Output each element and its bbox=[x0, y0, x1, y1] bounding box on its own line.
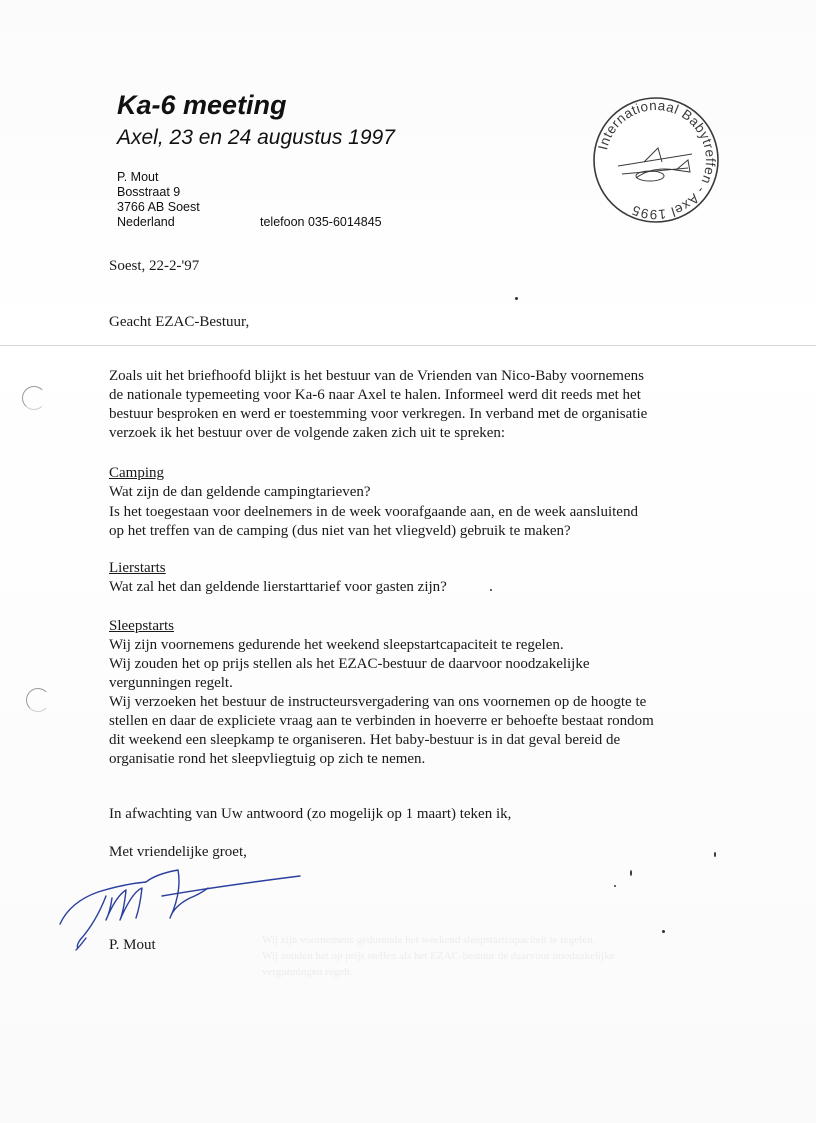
sleepstarts-heading: Sleepstarts bbox=[109, 618, 174, 634]
paper-fold-line bbox=[0, 345, 816, 346]
lierstarts-heading: Lierstarts bbox=[109, 560, 166, 576]
intro-line: bestuur besproken en werd er toestemming voor verkregen. In verband met de organisatie bbox=[109, 406, 648, 422]
scan-speck bbox=[630, 870, 632, 876]
camping-line: Is het toegestaan voor deelnemers in de week voorafgaande aan, en de week aansluitend bbox=[109, 504, 638, 520]
scan-speck bbox=[515, 297, 518, 300]
camping-line: op het treffen van de camping (dus niet van het vliegveld) gebruik te maken? bbox=[109, 523, 571, 539]
lierstarts-line: Wat zal het dan geldende lierstarttarief voor gasten zijn? bbox=[109, 579, 447, 595]
sender-country: Nederland bbox=[117, 215, 175, 229]
sleepstarts-line: stellen en daar de expliciete vraag aan te verbinden in hoeverre er behoefte bestaat rondom bbox=[109, 713, 654, 729]
sleepstarts-line: organisatie rond het sleepvliegtuig op zich te nemen. bbox=[109, 751, 426, 767]
bleed-through-text: vergunningen regelt. bbox=[262, 966, 353, 978]
sender-name: P. Mout bbox=[117, 170, 159, 184]
stamp-ring-text: Internationaal Babytreffen - Axel 1995 bbox=[595, 97, 719, 223]
sender-street: Bosstraat 9 bbox=[117, 185, 181, 199]
babytreffen-stamp-logo bbox=[592, 96, 720, 224]
sender-phone: telefoon 035-6014845 bbox=[260, 215, 382, 229]
sleepstarts-line: Wij zouden het op prijs stellen als het EZAC-bestuur de daarvoor noodzakelijke bbox=[109, 656, 590, 672]
salutation: Geacht EZAC-Bestuur, bbox=[109, 314, 250, 330]
camping-heading: Camping bbox=[109, 465, 164, 481]
closing-line: In afwachting van Uw antwoord (zo mogelijk op 1 maart) teken ik, bbox=[109, 806, 512, 822]
scan-speck bbox=[614, 885, 616, 887]
bleed-through-text: Wij zijn voornemens gedurende het weekend sleepstartcapaciteit te regelen. bbox=[262, 934, 596, 946]
scan-speck bbox=[662, 930, 665, 933]
letterhead-title: Ka-6 meeting bbox=[117, 90, 287, 120]
letterhead-subtitle: Axel, 23 en 24 augustus 1997 bbox=[117, 126, 395, 149]
punch-hole-mark bbox=[26, 688, 50, 712]
scan-speck bbox=[490, 589, 492, 591]
signature-name: P. Mout bbox=[109, 937, 156, 953]
sleepstarts-line: dit weekend een sleepkamp te organiseren. Het baby-bestuur is in dat geval bereid de bbox=[109, 732, 621, 748]
scan-speck bbox=[714, 852, 716, 857]
sleepstarts-line: Wij verzoeken het bestuur de instructeursvergadering van ons voornemen op de hoogte te bbox=[109, 694, 647, 710]
bleed-through-text: Wij zouden het op prijs stellen als het EZAC-bestuur de daarvoor noodzakelijke bbox=[262, 950, 615, 962]
intro-line: verzoek ik het bestuur over de volgende zaken zich uit te spreken: bbox=[109, 425, 506, 441]
greeting: Met vriendelijke groet, bbox=[109, 844, 247, 860]
camping-line: Wat zijn de dan geldende campingtarieven? bbox=[109, 484, 371, 500]
sleepstarts-line: vergunningen regelt. bbox=[109, 675, 233, 691]
sleepstarts-line: Wij zijn voornemens gedurende het weekend sleepstartcapaciteit te regelen. bbox=[109, 637, 564, 653]
sender-postal-city: 3766 AB Soest bbox=[117, 200, 200, 214]
intro-line: de nationale typemeeting voor Ka-6 naar Axel te halen. Informeel werd dit reeds met het bbox=[109, 387, 641, 403]
place-date: Soest, 22-2-'97 bbox=[109, 258, 200, 274]
punch-hole-mark bbox=[22, 386, 46, 410]
intro-line: Zoals uit het briefhoofd blijkt is het bestuur van de Vrienden van Nico-Baby voornemens bbox=[109, 368, 644, 384]
